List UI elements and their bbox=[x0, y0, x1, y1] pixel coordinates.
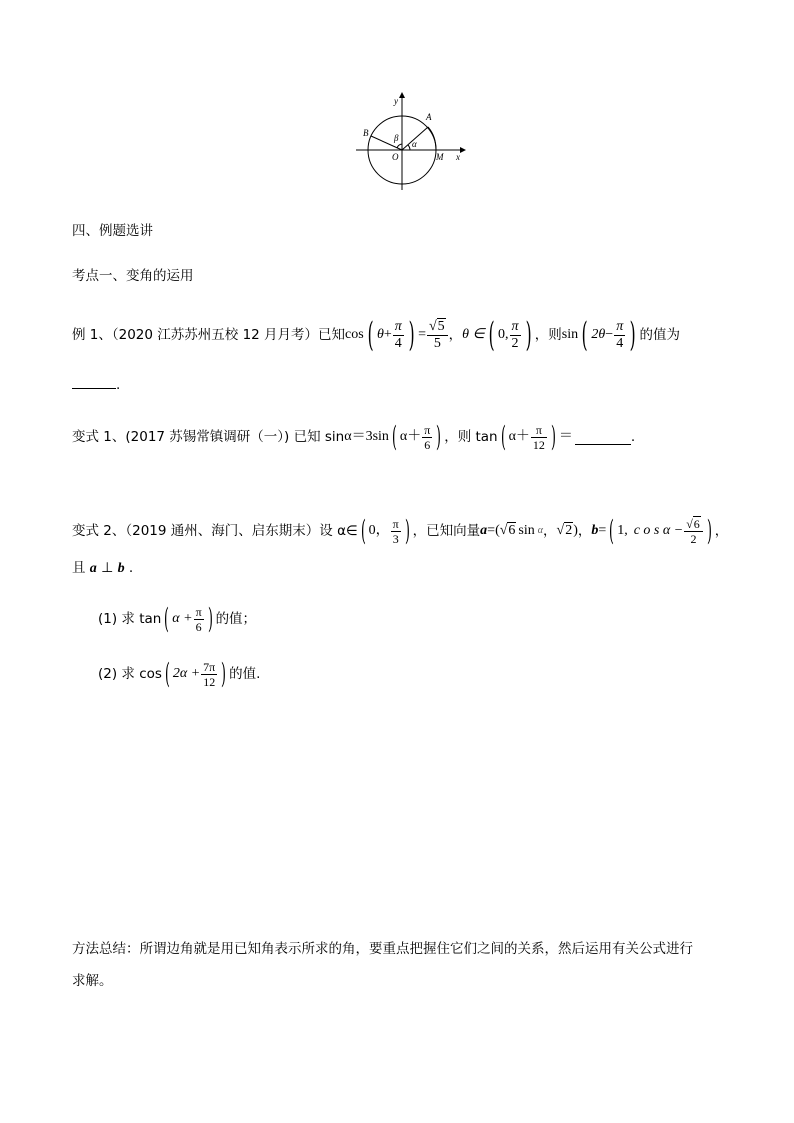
q1-rparen: ) bbox=[207, 602, 213, 635]
angle-alpha-arc bbox=[408, 145, 410, 150]
ex1-2theta: 2θ bbox=[591, 327, 606, 342]
var2-sin: sin bbox=[518, 523, 535, 538]
ex1-end: . bbox=[116, 377, 121, 393]
q1-a-plus: α + bbox=[172, 611, 193, 626]
ex1-eq: = bbox=[418, 327, 426, 342]
question-2 bbox=[98, 655, 260, 693]
q2-tail: 的值. bbox=[229, 666, 261, 682]
ex1-zero: 0, bbox=[498, 327, 509, 342]
ex1-sin: sin bbox=[561, 327, 579, 342]
var2-sqrt6: √6 bbox=[499, 523, 516, 538]
variant-2 bbox=[72, 512, 728, 550]
ex1-lparen3: ( bbox=[581, 315, 588, 355]
var2-lparen: ( bbox=[360, 514, 366, 547]
ex1-answer-line bbox=[72, 376, 120, 394]
section-title: 四、例题选讲 bbox=[72, 223, 153, 239]
label-O: O bbox=[392, 152, 399, 162]
ex1-frac-pi-4: $\frac{\pi}{4}$ bbox=[394, 318, 402, 351]
var1-eq3sin: ＝3sin bbox=[351, 429, 389, 444]
ex1-frac-pi-2: $\frac{\pi}{2}$ bbox=[511, 318, 519, 351]
q2-2a-plus: 2α + bbox=[172, 666, 201, 681]
var2-close: ) bbox=[573, 523, 578, 538]
var1-frac-pi-6: $\frac{\pi}{6}$ bbox=[424, 422, 431, 452]
var2-sqrt2: √2 bbox=[556, 523, 573, 538]
ex1-lead: 例 1、（2020 江苏苏州五校 12 月月考）已知 bbox=[72, 327, 346, 343]
q1-frac-pi-6: $\frac{\pi}{6}$ bbox=[195, 604, 202, 634]
var2-line2-b: b bbox=[117, 561, 125, 576]
label-y: y bbox=[394, 96, 398, 106]
var2-frac-sqrt6-2: $\frac{√6}{2}$ bbox=[684, 518, 703, 545]
var2-vec-b: b bbox=[591, 523, 599, 538]
ex1-theta: θ bbox=[376, 327, 384, 342]
method-summary-line1: 方法总结：所谓边角就是用已知角表示所求的角，要重点把握住它们之间的关系，然后运用有关公式进行 bbox=[72, 941, 693, 957]
q1-lparen: ( bbox=[164, 602, 170, 635]
var2-rparen2: ) bbox=[706, 514, 712, 547]
var2-eq-open: =( bbox=[487, 523, 500, 538]
ex1-rparen2: ) bbox=[525, 315, 532, 355]
var1-lead: 变式 1、(2017 苏锡常镇调研（一）) 已知 sin bbox=[72, 429, 345, 445]
ex1-rparen: ) bbox=[408, 315, 415, 355]
var2-frac-pi-3: $\frac{\pi}{3}$ bbox=[392, 516, 399, 546]
q1-tail: 的值； bbox=[215, 611, 257, 627]
var2-rparen: ) bbox=[404, 514, 410, 547]
q1-label: (1) 求 tan bbox=[98, 611, 162, 627]
label-x: x bbox=[456, 152, 460, 162]
ex1-frac-sqrt5-5: $\frac{√5}{5}$ bbox=[427, 320, 448, 351]
var1-lparen2: ( bbox=[500, 420, 506, 453]
ex1-lparen: ( bbox=[367, 315, 374, 355]
arc-AM bbox=[428, 127, 436, 150]
ex1-lparen2: ( bbox=[488, 315, 495, 355]
var1-then: ，则 tan bbox=[444, 429, 498, 445]
label-beta: β bbox=[394, 133, 399, 143]
var1-lparen: ( bbox=[391, 420, 397, 453]
var2-lead: 变式 2、（2019 通州、海门、启东期末）设 α∈ bbox=[72, 523, 358, 539]
var2-lparen2: ( bbox=[609, 514, 615, 547]
example-1 bbox=[72, 313, 680, 357]
label-M: M bbox=[436, 152, 444, 162]
ex1-cos: cos bbox=[345, 327, 364, 342]
var1-alpha: α bbox=[344, 429, 352, 444]
var1-frac-pi-12: $\frac{\pi}{12}$ bbox=[532, 422, 545, 452]
variant-1 bbox=[72, 418, 635, 456]
var1-rparen2: ) bbox=[550, 420, 556, 453]
label-A: A bbox=[426, 112, 432, 122]
label-B: B bbox=[363, 128, 369, 138]
label-alpha: α bbox=[412, 139, 417, 149]
question-1 bbox=[98, 600, 256, 638]
var2-one: 1, bbox=[617, 523, 628, 538]
var2-comma2: ， bbox=[577, 523, 592, 539]
ex1-minus: − bbox=[605, 327, 614, 342]
var1-a-plus: α＋ bbox=[399, 429, 422, 444]
var1-equals: ＝ bbox=[558, 429, 573, 444]
ex1-tail: 的值为 bbox=[639, 327, 680, 343]
unit-circle-figure bbox=[350, 92, 470, 194]
var1-end: . bbox=[630, 429, 636, 445]
var1-blank bbox=[575, 444, 631, 445]
var2-perp: ⊥ bbox=[101, 561, 114, 576]
ex1-theta-in: θ ∈ bbox=[462, 327, 485, 342]
ex1-comma1: ， bbox=[448, 327, 463, 343]
q2-rparen: ) bbox=[221, 657, 227, 690]
var2-line2-end: . bbox=[128, 560, 134, 576]
var2-comma: ， bbox=[543, 523, 557, 539]
ex1-then: ，则 bbox=[534, 327, 562, 343]
var1-rparen: ) bbox=[436, 420, 442, 453]
var2-line2-a: a bbox=[89, 561, 97, 576]
var2-zero: 0， bbox=[368, 523, 390, 538]
var2-tailcomma: ， bbox=[714, 523, 729, 539]
var2-cos-a: c o s α − bbox=[633, 523, 684, 538]
ex1-rparen3: ) bbox=[629, 315, 636, 355]
var1-a-plus2: α＋ bbox=[508, 429, 530, 444]
q2-lparen: ( bbox=[164, 657, 170, 690]
var2-line2-lead: 且 bbox=[72, 560, 86, 576]
q2-frac-7pi-12: $\frac{7\pi}{12}$ bbox=[203, 659, 216, 689]
var2-known: ，已知向量 bbox=[412, 523, 481, 539]
angle-beta-arc bbox=[397, 144, 402, 148]
ex1-blank bbox=[72, 388, 116, 389]
ex1-plus: + bbox=[383, 327, 392, 342]
method-summary-line2: 求解。 bbox=[72, 973, 113, 989]
variant-2-line2 bbox=[72, 559, 133, 578]
var2-eq2: = bbox=[598, 523, 607, 538]
kaodian-title: 考点一、变角的运用 bbox=[72, 268, 194, 284]
ex1-frac-pi-4b: $\frac{\pi}{4}$ bbox=[616, 318, 624, 351]
var2-alpha-small: α bbox=[537, 525, 544, 536]
q2-label: (2) 求 cos bbox=[98, 666, 162, 682]
var2-vec-a: a bbox=[480, 523, 488, 538]
